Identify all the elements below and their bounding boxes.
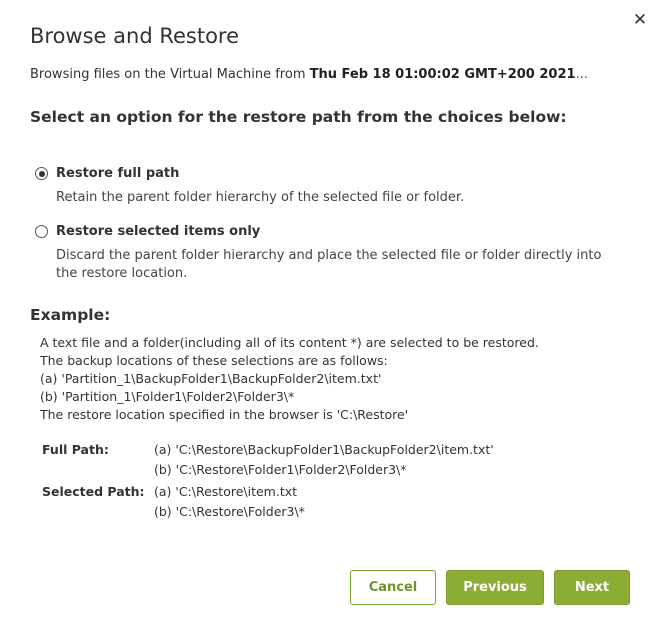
previous-button[interactable]: Previous <box>446 570 544 605</box>
selected-path-b: (b) 'C:\Restore\Folder3\* <box>154 504 305 519</box>
radio-restore-full-path[interactable] <box>35 167 48 180</box>
next-button[interactable]: Next <box>554 570 630 605</box>
restore-path-heading: Select an option for the restore path from the choices below: <box>30 108 567 126</box>
full-path-label: Full Path: <box>42 442 109 457</box>
selected-path-label: Selected Path: <box>42 484 145 499</box>
full-path-a: (a) 'C:\Restore\BackupFolder1\BackupFolder2\item.txt' <box>154 442 494 457</box>
example-line: (b) 'Partition_1\Folder1\Folder2\Folder3\* <box>40 389 295 404</box>
browsing-subtitle <box>30 67 588 82</box>
option-restore-full-path[interactable] <box>35 166 611 207</box>
subtitle-ellipsis: ... <box>575 67 588 82</box>
example-line: (a) 'Partition_1\BackupFolder1\BackupFolder2\item.txt' <box>40 371 382 386</box>
option-description: Retain the parent folder hierarchy of the selected file or folder. <box>56 190 465 205</box>
option-description: Discard the parent folder hierarchy and place the selected file or folder directly into the restore location. <box>56 248 602 281</box>
selected-path-a: (a) 'C:\Restore\item.txt <box>154 484 298 499</box>
example-line: A text file and a folder(including all of its content *) are selected to be restored. <box>40 335 539 350</box>
backup-date: Thu Feb 18 01:00:02 GMT+200 2021 <box>309 67 576 82</box>
example-line: The restore location specified in the browser is 'C:\Restore' <box>40 407 409 422</box>
full-path-row <box>42 440 494 480</box>
option-label[interactable]: Restore selected items only <box>56 224 261 239</box>
example-paths <box>42 440 494 522</box>
full-path-b: (b) 'C:\Restore\Folder1\Folder2\Folder3\* <box>154 462 407 477</box>
subtitle-prefix: Browsing files on the Virtual Machine from <box>30 67 310 82</box>
option-restore-selected-items[interactable] <box>35 224 611 283</box>
option-label[interactable]: Restore full path <box>56 166 180 181</box>
radio-restore-selected-items[interactable] <box>35 225 48 238</box>
selected-path-row <box>42 482 494 522</box>
example-heading: Example: <box>30 306 111 324</box>
cancel-button[interactable]: Cancel <box>350 570 436 605</box>
dialog-title: Browse and Restore <box>30 24 240 48</box>
example-description <box>40 334 539 424</box>
close-icon[interactable]: ✕ <box>632 10 648 30</box>
example-line: The backup locations of these selections are as follows: <box>40 353 388 368</box>
